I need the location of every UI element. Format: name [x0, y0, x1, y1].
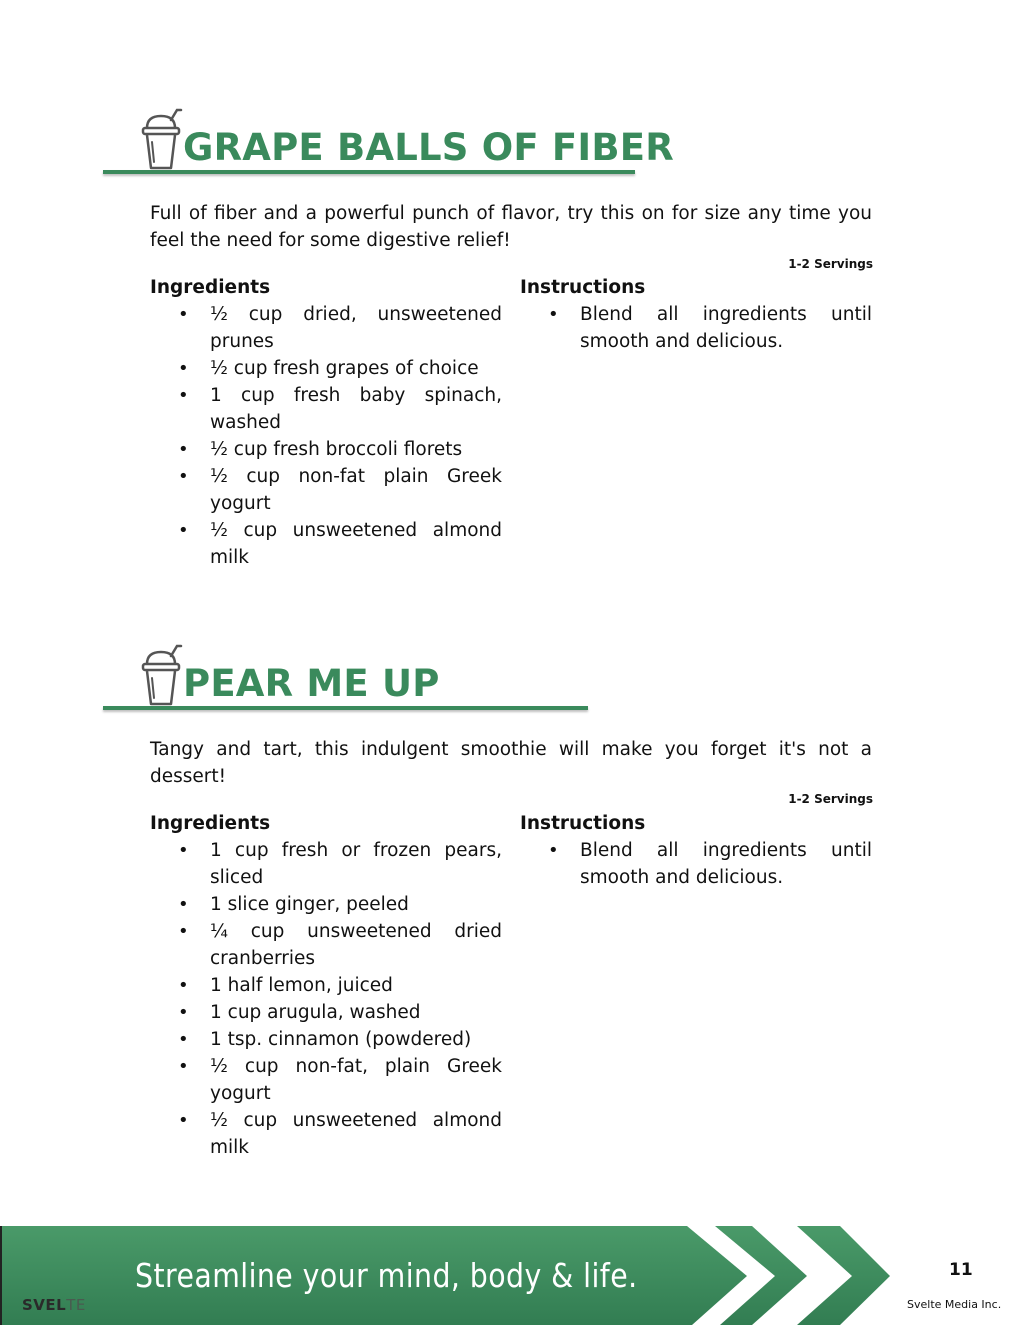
instructions-list: [520, 837, 872, 891]
recipe-title: GRAPE BALLS OF FIBER: [183, 126, 674, 169]
list-item: • Blend all ingredients until smooth and delicious.: [520, 301, 872, 355]
recipe-description: Full of fiber and a powerful punch of flavor, try this on for size any time you feel the need for some digestive relief!: [150, 203, 872, 251]
list-item: • 1 cup arugula, washed: [150, 999, 502, 1026]
title-underline: [103, 706, 588, 710]
smoothie-cup-icon: [141, 108, 185, 172]
list-item: • Blend all ingredients until smooth and delicious.: [520, 837, 872, 891]
ingredients-heading: Ingredients: [150, 813, 271, 834]
ingredients-heading: Ingredients: [150, 277, 271, 298]
brand-logo: [22, 1296, 86, 1314]
instructions-column: [520, 274, 872, 355]
list-item: • ¼ cup unsweetened dried cranberries: [150, 918, 502, 972]
list-item: • 1 slice ginger, peeled: [150, 891, 502, 918]
list-item: • ½ cup unsweetened almond milk: [150, 517, 502, 571]
instructions-heading: Instructions: [520, 813, 646, 834]
list-item: • 1 cup fresh or frozen pears, sliced: [150, 837, 502, 891]
list-item: • 1 tsp. cinnamon (powdered): [150, 1026, 502, 1053]
list-item: • ½ cup non-fat plain Greek yogurt: [150, 463, 502, 517]
ingredients-list: [150, 837, 502, 1161]
recipe-title: PEAR ME UP: [183, 662, 440, 705]
list-item: • ½ cup fresh grapes of choice: [150, 355, 502, 382]
servings-label: 1-2 Servings: [788, 257, 873, 271]
ingredients-list: [150, 301, 502, 571]
list-item: • ½ cup unsweetened almond milk: [150, 1107, 502, 1161]
instructions-list: [520, 301, 872, 355]
list-item: • 1 cup fresh baby spinach, washed: [150, 382, 502, 436]
smoothie-cup-icon: [141, 644, 185, 708]
footer-tagline: Streamline your mind, body & life.: [135, 1256, 638, 1295]
page-number: 11: [949, 1260, 973, 1280]
footer-banner: [0, 1226, 1024, 1325]
title-underline: [103, 170, 635, 174]
ingredients-column: [150, 274, 502, 571]
ingredients-column: [150, 810, 502, 1161]
instructions-heading: Instructions: [520, 277, 646, 298]
instructions-column: [520, 810, 872, 891]
list-item: • ½ cup fresh broccoli florets: [150, 436, 502, 463]
list-item: • ½ cup dried, unsweetened prunes: [150, 301, 502, 355]
company-name: Svelte Media Inc.: [907, 1298, 1002, 1311]
recipe-description: Tangy and tart, this indulgent smoothie will make you forget it's not a dessert!: [150, 739, 872, 787]
servings-label: 1-2 Servings: [788, 792, 873, 806]
brand-bold: SVEL: [22, 1296, 67, 1314]
list-item: • ½ cup non-fat, plain Greek yogurt: [150, 1053, 502, 1107]
list-item: • 1 half lemon, juiced: [150, 972, 502, 999]
brand-light: TE: [66, 1296, 86, 1314]
